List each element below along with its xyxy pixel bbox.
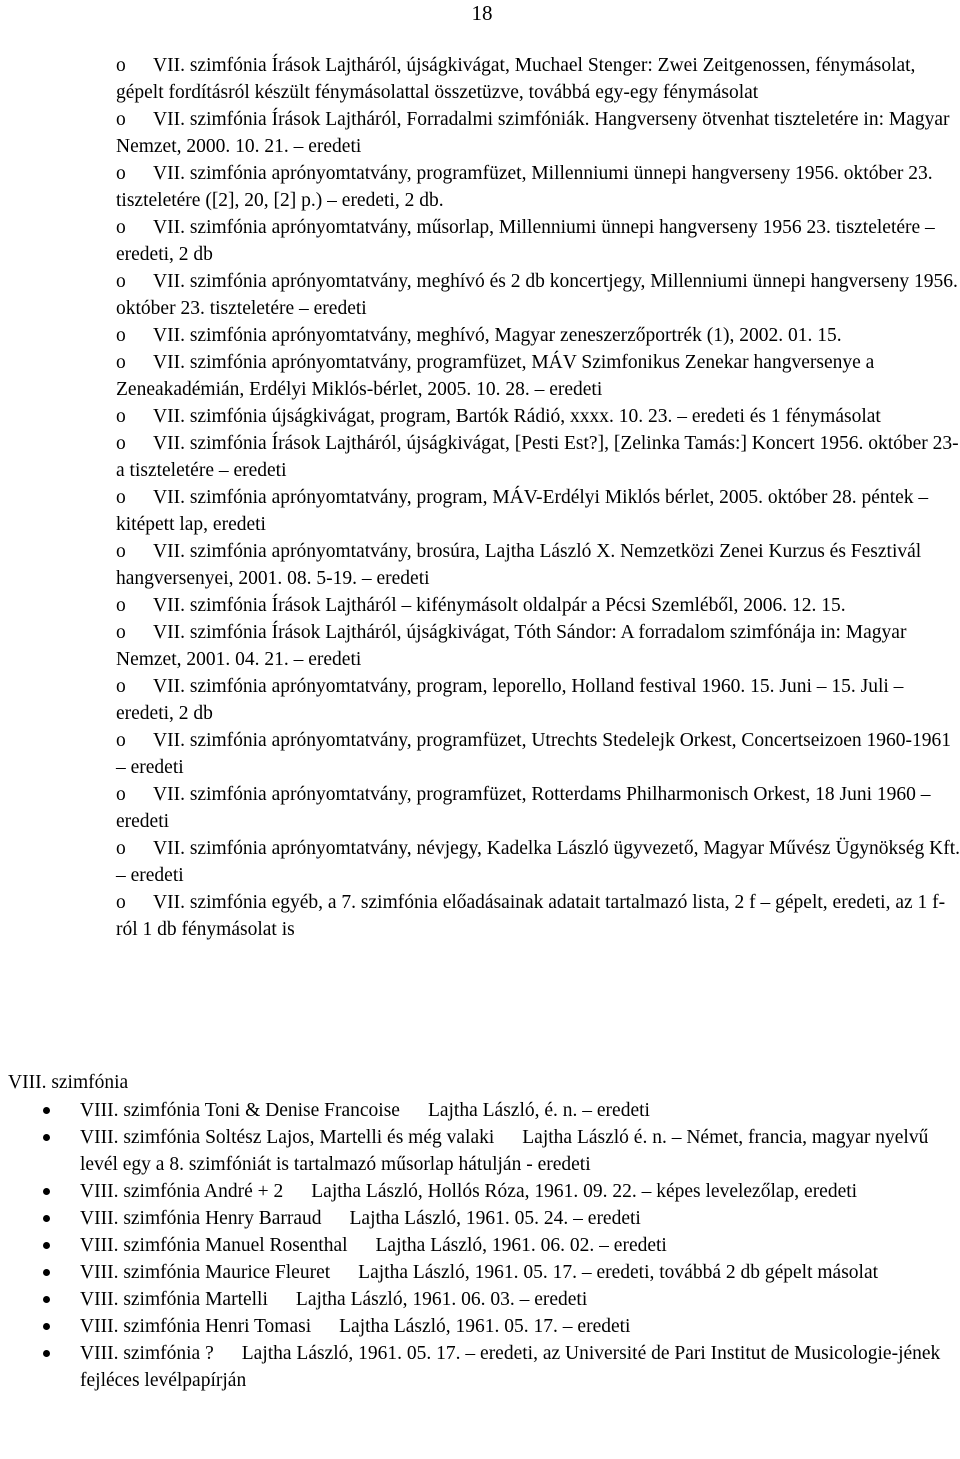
- bullet-item-name: VIII. szimfónia Manuel Rosenthal: [80, 1235, 348, 1256]
- bullet-item: [80, 1340, 960, 1394]
- page-number: 18: [471, 1, 493, 25]
- list-item-text: VII. szimfónia aprónyomtatvány, meghívó, Magyar zeneszerzőportrék (1), 2002. 01. 15.: [153, 325, 842, 346]
- bullet-icon: [43, 1215, 50, 1222]
- list-item-text: VII. szimfónia Írások Lajtháról, újságkivágat, [Pesti Est?], [Zelinka Tamás:] Koncert 1956. október 23-a tiszteletére – eredeti: [116, 433, 959, 481]
- list-item: [116, 889, 960, 943]
- list-item: [116, 349, 960, 403]
- list-marker: o: [116, 622, 126, 643]
- list-item: [116, 52, 960, 106]
- bullet-icon: [43, 1242, 50, 1249]
- bullet-item-detail: Lajtha László, 1961. 06. 03. – eredeti: [295, 1289, 588, 1310]
- list-item: [116, 835, 960, 889]
- bullet-item-detail: Lajtha László, 1961. 05. 17. – eredeti, továbbá 2 db gépelt másolat: [358, 1262, 879, 1283]
- list-item-text: VII. szimfónia egyéb, a 7. szimfónia előadásainak adatait tartalmazó lista, 2 f – gépelt, eredeti, az 1 f-ról 1 db fénymásolat is: [116, 892, 946, 940]
- list-item: [116, 214, 960, 268]
- bullet-item: [80, 1205, 960, 1232]
- bullet-item: [80, 1313, 960, 1340]
- bullet-item-name: VIII. szimfónia André + 2: [80, 1181, 284, 1202]
- vii-symphony-list: [116, 52, 960, 943]
- bullet-icon: [43, 1350, 50, 1357]
- list-marker: o: [116, 325, 126, 346]
- bullet-item-name: VIII. szimfónia Martelli: [80, 1289, 268, 1310]
- bullet-item: [80, 1097, 960, 1124]
- list-item-text: VII. szimfónia aprónyomtatvány, programfüzet, Rotterdams Philharmonisch Orkest, 18 Juni 1960 – eredeti: [116, 784, 931, 832]
- bullet-item: [80, 1124, 960, 1178]
- list-item-text: VII. szimfónia újságkivágat, program, Bartók Rádió, xxxx. 10. 23. – eredeti és 1 fénymásolat: [153, 406, 881, 427]
- list-item-text: VII. szimfónia aprónyomtatvány, programfüzet, Utrechts Stedelejk Orkest, Concertseizoen 1960-1961 – eredeti: [116, 730, 951, 778]
- list-item: [116, 322, 960, 349]
- list-item: [116, 484, 960, 538]
- bullet-item-name: VIII. szimfónia Maurice Fleuret: [80, 1262, 331, 1283]
- list-item: [116, 619, 960, 673]
- bullet-item-name: VIII. szimfónia Soltész Lajos, Martelli és még valaki: [80, 1127, 495, 1148]
- list-item: [116, 268, 960, 322]
- bullet-icon: [43, 1296, 50, 1303]
- list-marker: o: [116, 892, 126, 913]
- list-marker: o: [116, 595, 126, 616]
- bullet-item-name: VIII. szimfónia ?: [80, 1343, 214, 1364]
- bullet-item-detail: Lajtha László, 1961. 05. 17. – eredeti: [339, 1316, 631, 1337]
- list-item-text: VII. szimfónia aprónyomtatvány, brosúra, Lajtha László X. Nemzetközi Zenei Kurzus és Fesztivál hangversenyei, 2001. 08. 5-19. – eredeti: [116, 541, 922, 589]
- bullet-item-name: VIII. szimfónia Toni & Denise Francoise: [80, 1100, 400, 1121]
- bullet-item-detail: Lajtha László, 1961. 06. 02. – eredeti: [375, 1235, 667, 1256]
- bullet-item-detail: Lajtha László, é. n. – eredeti: [427, 1100, 650, 1121]
- list-marker: o: [116, 406, 126, 427]
- list-marker: o: [116, 271, 126, 292]
- list-marker: o: [116, 541, 126, 562]
- list-item-text: VII. szimfónia aprónyomtatvány, programfüzet, Millenniumi ünnepi hangverseny 1956. október 23. tiszteletére ([2], 20, [2] p.) – eredeti, 2 db.: [116, 163, 933, 211]
- list-item: [116, 673, 960, 727]
- bullet-item: [80, 1286, 960, 1313]
- list-item: [116, 592, 960, 619]
- bullet-item-detail: Lajtha László é. n. – Német, francia, magyar nyelvű levél egy a 8. szimfóniát is tartalmazó műsorlap hátulján - eredeti: [80, 1127, 929, 1175]
- list-marker: o: [116, 433, 126, 454]
- bullet-item: [80, 1178, 960, 1205]
- bullet-icon: [43, 1323, 50, 1330]
- list-item: [116, 106, 960, 160]
- list-marker: o: [116, 784, 126, 805]
- list-item: [116, 538, 960, 592]
- bullet-item: [80, 1259, 960, 1286]
- bullet-item-detail: Lajtha László, Hollós Róza, 1961. 09. 22. – képes levelezőlap, eredeti: [311, 1181, 858, 1202]
- viii-symphony-list: [80, 1097, 960, 1394]
- list-item-text: VII. szimfónia aprónyomtatvány, programfüzet, MÁV Szimfonikus Zenekar hangversenye a Zeneakadémián, Erdélyi Miklós-bérlet, 2005. 10. 28. – eredeti: [116, 352, 875, 400]
- list-item-text: VII. szimfónia aprónyomtatvány, program, leporello, Holland festival 1960. 15. Juni – 15. Juli – eredeti, 2 db: [116, 676, 904, 724]
- bullet-icon: [43, 1107, 50, 1114]
- list-item-text: VII. szimfónia Írások Lajtháról, Forradalmi szimfóniák. Hangverseny ötvenhat tiszteletére in: Magyar Nemzet, 2000. 10. 21. – eredeti: [116, 109, 950, 157]
- bullet-item-detail: Lajtha László, 1961. 05. 24. – eredeti: [349, 1208, 641, 1229]
- bullet-item-detail: Lajtha László, 1961. 05. 17. – eredeti, az Université de Pari Institut de Musicologie-jének fejléces levélpapírján: [80, 1343, 941, 1391]
- list-item-text: VII. szimfónia aprónyomtatvány, műsorlap, Millenniumi ünnepi hangverseny 1956 23. tiszteletére – eredeti, 2 db: [116, 217, 935, 265]
- list-item-text: VII. szimfónia aprónyomtatvány, program, MÁV-Erdélyi Miklós bérlet, 2005. október 28. péntek – kitépett lap, eredeti: [116, 487, 929, 535]
- list-marker: o: [116, 163, 126, 184]
- list-item: [116, 430, 960, 484]
- list-marker: o: [116, 676, 126, 697]
- list-item: [116, 781, 960, 835]
- list-item-text: VII. szimfónia aprónyomtatvány, meghívó és 2 db koncertjegy, Millenniumi ünnepi hangverseny 1956. október 23. tiszteletére – eredeti: [116, 271, 958, 319]
- bullet-item-name: VIII. szimfónia Henry Barraud: [80, 1208, 322, 1229]
- list-marker: o: [116, 730, 126, 751]
- list-marker: o: [116, 838, 126, 859]
- bullet-item: [80, 1232, 960, 1259]
- list-marker: o: [116, 217, 126, 238]
- list-item: [116, 727, 960, 781]
- list-marker: o: [116, 352, 126, 373]
- list-item-text: VII. szimfónia Írások Lajtháról, újságkivágat, Tóth Sándor: A forradalom szimfónája in: Magyar Nemzet, 2001. 04. 21. – eredeti: [116, 622, 907, 670]
- list-item-text: VII. szimfónia Írások Lajtháról – kifénymásolt oldalpár a Pécsi Szemléből, 2006. 12. 15.: [153, 595, 846, 616]
- bullet-icon: [43, 1188, 50, 1195]
- list-marker: o: [116, 487, 126, 508]
- list-item: [116, 403, 960, 430]
- list-item-text: VII. szimfónia Írások Lajtháról, újságkivágat, Muchael Stenger: Zwei Zeitgenossen, fénymásolat, gépelt fordításról készült fénymásolattal összetüzve, továbbá egy-egy fénymásolat: [116, 55, 916, 103]
- section-heading: VIII. szimfónia: [8, 1072, 129, 1093]
- list-item: [116, 160, 960, 214]
- list-item-text: VII. szimfónia aprónyomtatvány, névjegy, Kadelka László ügyvezető, Magyar Művész Ügynökség Kft. – eredeti: [116, 838, 960, 886]
- list-marker: o: [116, 109, 126, 130]
- bullet-item-name: VIII. szimfónia Henri Tomasi: [80, 1316, 312, 1337]
- bullet-icon: [43, 1134, 50, 1141]
- list-marker: o: [116, 55, 126, 76]
- bullet-icon: [43, 1269, 50, 1276]
